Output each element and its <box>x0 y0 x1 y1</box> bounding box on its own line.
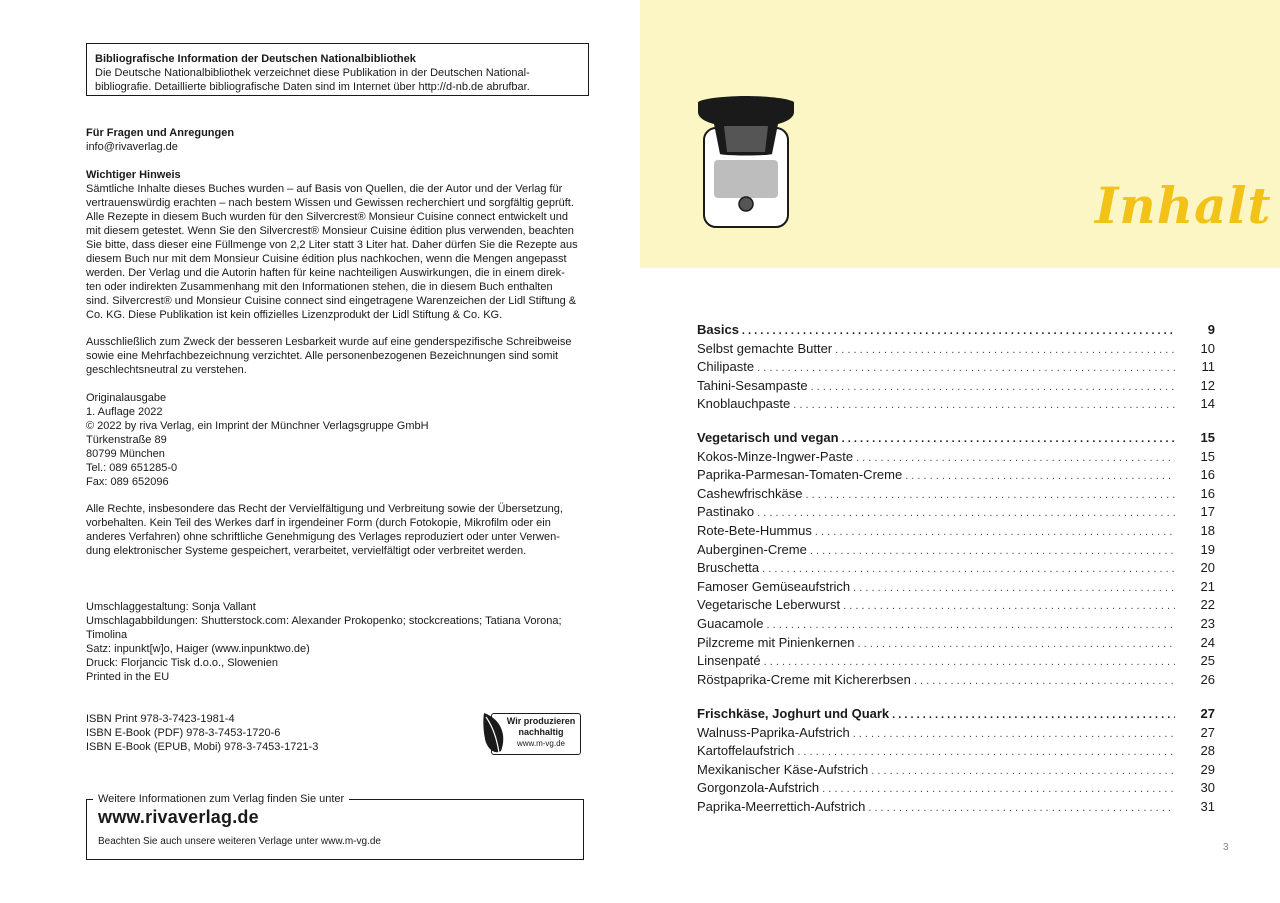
toc-page-number: 9 <box>1207 322 1215 337</box>
edition-line: Fax: 089 652096 <box>86 476 169 488</box>
credits-line: Timolina <box>86 629 128 641</box>
gender-note-block <box>86 335 586 377</box>
toc-page-number: 16 <box>1200 467 1215 483</box>
toc-entry[interactable] <box>697 358 1215 377</box>
notice-line: diesem Buch nur mit dem Monsieur Cuisine édition plus nachkochen, wenn die Mengen angepasst <box>86 253 567 265</box>
toc-section-vegetarian <box>697 429 1215 689</box>
toc-entry-title: Knoblauchpaste <box>697 395 793 413</box>
edition-line: Originalausgabe <box>86 392 167 404</box>
toc-page-number: 28 <box>1200 743 1215 759</box>
toc-entry-title: Selbst gemachte Butter <box>697 340 835 358</box>
toc-page-number: 29 <box>1200 761 1215 777</box>
toc-page-number: 14 <box>1200 396 1215 412</box>
right-page <box>640 0 1280 903</box>
contact-email: info@rivaverlag.de <box>86 141 178 153</box>
toc-entry[interactable] <box>697 652 1215 671</box>
bibliographic-info-line: bibliografie. Detaillierte bibliografische Daten sind im Internet über http://d-nb.de abrufbar. <box>95 81 530 93</box>
toc-page-number: 16 <box>1200 485 1215 501</box>
toc-entry-title: Pilzcreme mit Pinienkernen <box>697 634 858 652</box>
badge-line-2: nachhaltig <box>518 727 564 737</box>
toc-entry[interactable] <box>697 742 1215 761</box>
toc-page-number: 27 <box>1200 706 1215 721</box>
toc-page-number: 26 <box>1200 671 1215 687</box>
toc-page-number: 20 <box>1200 560 1215 576</box>
edition-line: 80799 München <box>86 448 165 460</box>
credits-line: Druck: Florjancic Tisk d.o.o., Slowenien <box>86 657 278 669</box>
toc-entry-title: Bruschetta <box>697 559 762 577</box>
isbn-line: ISBN Print 978-3-7423-1981-4 <box>86 713 235 725</box>
gender-note-line: Ausschließlich zum Zweck der besseren Lesbarkeit wurde auf eine genderspezifische Schreibweise <box>86 336 572 348</box>
toc-entry[interactable] <box>697 798 1215 817</box>
page-number: 3 <box>1223 842 1229 853</box>
credits-line: Umschlaggestaltung: Sonja Vallant <box>86 601 256 613</box>
gender-note-line: sowie eine Mehrfachbezeichnung verzichtet. Alle personenbezogenen Bezeichnungen sind somit <box>86 350 559 362</box>
contact-block <box>86 126 586 154</box>
toc-entry-title: Chilipaste <box>697 358 757 376</box>
toc-page-number: 18 <box>1200 522 1215 538</box>
publisher-info-box <box>86 793 584 860</box>
toc-entry[interactable] <box>697 522 1215 541</box>
toc-page-number: 10 <box>1200 340 1215 356</box>
edition-line: 1. Auflage 2022 <box>86 406 163 418</box>
badge-line-1: Wir produzieren <box>506 716 576 726</box>
toc-page-number: 12 <box>1200 377 1215 393</box>
toc-entry[interactable] <box>697 448 1215 467</box>
badge-url: www.m-vg.de <box>516 739 565 748</box>
rights-line: vorbehalten. Kein Teil des Werkes darf in irgendeiner Form (durch Fotokopie, Mikrofilm oder ein <box>86 517 551 529</box>
toc-entry[interactable] <box>697 466 1215 485</box>
toc-section-basics <box>697 321 1215 414</box>
toc-page-number: 30 <box>1200 780 1215 796</box>
toc-entry-title: Paprika-Parmesan-Tomaten-Creme <box>697 466 905 484</box>
notice-line: Sämtliche Inhalte dieses Buches wurden – auf Basis von Quellen, die der Autor und der Verlag für <box>86 183 563 195</box>
toc-page-number: 25 <box>1200 653 1215 669</box>
toc-page-number: 15 <box>1200 448 1215 464</box>
isbn-line: ISBN E-Book (EPUB, Mobi) 978-3-7453-1721-3 <box>86 741 319 753</box>
rights-line: dung elektronischer Systeme gespeichert, verarbeitet, vervielfältigt oder verbreitet werden. <box>86 545 527 557</box>
toc-title: Inhalt <box>1095 176 1272 235</box>
notice-line: vertrauenswürdig erachten – nach bestem Wissen und Gewissen recherchiert und sorgfältig geprüft. <box>86 197 574 209</box>
toc-section-heading[interactable] <box>697 321 1215 340</box>
toc-page-number: 11 <box>1201 359 1215 375</box>
credits-line: Umschlagabbildungen: Shutterstock.com: Alexander Prokopenko; stockcreations; Tatiana Vorona; <box>86 615 562 627</box>
toc-entry-title: Walnuss-Paprika-Aufstrich <box>697 724 853 742</box>
toc-entry[interactable] <box>697 503 1215 522</box>
toc-entry[interactable] <box>697 485 1215 504</box>
toc-page-number: 24 <box>1200 634 1215 650</box>
edition-line: Tel.: 089 651285-0 <box>86 462 178 474</box>
toc-page-number: 19 <box>1200 541 1215 557</box>
notice-line: Sie bitte, dass dieser eine Füllmenge von 2,2 Liter statt 3 Liter hat. Daher dürfen Sie die Rezepte aus <box>86 239 578 251</box>
notice-line: Alle Rezepte in diesem Buch wurden für den Silvercrest® Monsieur Cuisine connect entwickelt und <box>86 211 568 223</box>
toc-entry[interactable] <box>697 761 1215 780</box>
toc-entry[interactable] <box>697 541 1215 560</box>
toc-page-number: 31 <box>1200 798 1215 814</box>
credits-line: Printed in the EU <box>86 671 170 683</box>
toc-entry-title: Cashewfrischkäse <box>697 485 806 503</box>
toc-page-number: 17 <box>1200 504 1215 520</box>
toc-entry[interactable] <box>697 779 1215 798</box>
rights-line: anderes Verfahren) ohne schriftliche Genehmigung des Verlages reproduziert oder unter Verwen- <box>86 531 560 543</box>
bibliographic-info-box <box>86 43 589 96</box>
toc-entry-title: Famoser Gemüseaufstrich <box>697 578 853 596</box>
publisher-website[interactable]: www.rivaverlag.de <box>98 807 259 827</box>
notice-line: werden. Der Verlag und die Autorin haften für keine nachteiligen Auswirkungen, die in einem direk- <box>86 267 565 279</box>
edition-block <box>86 391 586 489</box>
credits-line: Satz: inpunkt[w]o, Haiger (www.inpunktwo.de) <box>86 643 310 655</box>
toc-entry[interactable] <box>697 377 1215 396</box>
credits-block <box>86 600 586 684</box>
toc-entry-title: Paprika-Meerrettich-Aufstrich <box>697 798 868 816</box>
toc-entry-title: Pastinako <box>697 503 757 521</box>
toc-entry[interactable] <box>697 559 1215 578</box>
toc-entry[interactable] <box>697 395 1215 414</box>
toc-page-number: 22 <box>1200 597 1215 613</box>
edition-line: © 2022 by riva Verlag, ein Imprint der Münchner Verlagsgruppe GmbH <box>86 420 429 432</box>
toc-entry-title: Gorgonzola-Aufstrich <box>697 779 822 797</box>
toc-entry[interactable] <box>697 578 1215 597</box>
toc-entry[interactable] <box>697 671 1215 690</box>
publisher-note: Beachten Sie auch unsere weiteren Verlage unter www.m-vg.de <box>98 836 381 847</box>
toc-page-number: 15 <box>1200 430 1215 445</box>
toc-entry-title: Linsenpaté <box>697 652 764 670</box>
notice-line: sind. Silvercrest® und Monsieur Cuisine connect sind eingetragene Warenzeichen der Lidl Stiftung & <box>86 295 577 307</box>
toc-section-cream-cheese <box>697 705 1215 817</box>
notice-line: mit diesem getestet. Wenn Sie den Silvercrest® Monsieur Cuisine édition plus verwenden, beachten <box>86 225 574 237</box>
toc-entry-title: Rote-Bete-Hummus <box>697 522 815 540</box>
toc-section-title: Basics <box>697 321 742 339</box>
bibliographic-info-title: Bibliografische Information der Deutschen Nationalbibliothek <box>95 53 416 65</box>
toc-section-heading[interactable] <box>697 705 1215 724</box>
toc-entry[interactable] <box>697 724 1215 743</box>
toc-entry-title: Vegetarische Leberwurst <box>697 596 843 614</box>
isbn-block <box>86 712 466 754</box>
gender-note-line: geschlechtsneutral zu verstehen. <box>86 364 247 376</box>
contact-title: Für Fragen und Anregungen <box>86 127 235 139</box>
toc-entry[interactable] <box>697 596 1215 615</box>
toc-entry-title: Tahini-Sesampaste <box>697 377 811 395</box>
notice-line: Co. KG. Diese Publikation ist kein offizielles Lizenzprodukt der Lidl Stiftung & Co. KG. <box>86 309 503 321</box>
rights-block <box>86 502 586 558</box>
toc-entry[interactable] <box>697 634 1215 653</box>
bibliographic-info-line: Die Deutsche Nationalbibliothek verzeichnet diese Publikation in der Deutschen National- <box>95 67 530 79</box>
toc-entry-title: Kartoffelaufstrich <box>697 742 797 760</box>
edition-line: Türkenstraße 89 <box>86 434 167 446</box>
toc-section-heading[interactable] <box>697 429 1215 448</box>
toc-entry[interactable] <box>697 340 1215 359</box>
toc-section-title: Vegetarisch und vegan <box>697 429 842 447</box>
sustainability-badge <box>481 711 581 755</box>
notice-line: ten oder indirekten Zusammenhang mit den Informationen stehen, die in diesem Buch enthalten <box>86 281 553 293</box>
kitchen-machine-icon <box>696 96 796 230</box>
toc-entry[interactable] <box>697 615 1215 634</box>
toc-entry-title: Guacamole <box>697 615 766 633</box>
notice-title: Wichtiger Hinweis <box>86 169 181 181</box>
publisher-info-legend: Weitere Informationen zum Verlag finden Sie unter <box>93 792 349 806</box>
toc-section-title: Frischkäse, Joghurt und Quark <box>697 705 892 723</box>
rights-line: Alle Rechte, insbesondere das Recht der Vervielfältigung und Verbreitung sowie der Übersetzung, <box>86 503 563 515</box>
toc-page-number: 27 <box>1200 724 1215 740</box>
toc-page-number: 21 <box>1200 578 1215 594</box>
toc-page-number: 23 <box>1200 615 1215 631</box>
toc-entry-title: Auberginen-Creme <box>697 541 810 559</box>
toc-entry-title: Kokos-Minze-Ingwer-Paste <box>697 448 856 466</box>
toc-entry-title: Röstpaprika-Creme mit Kichererbsen <box>697 671 914 689</box>
notice-block <box>86 168 586 322</box>
isbn-line: ISBN E-Book (PDF) 978-3-7453-1720-6 <box>86 727 281 739</box>
toc-entry-title: Mexikanischer Käse-Aufstrich <box>697 761 871 779</box>
